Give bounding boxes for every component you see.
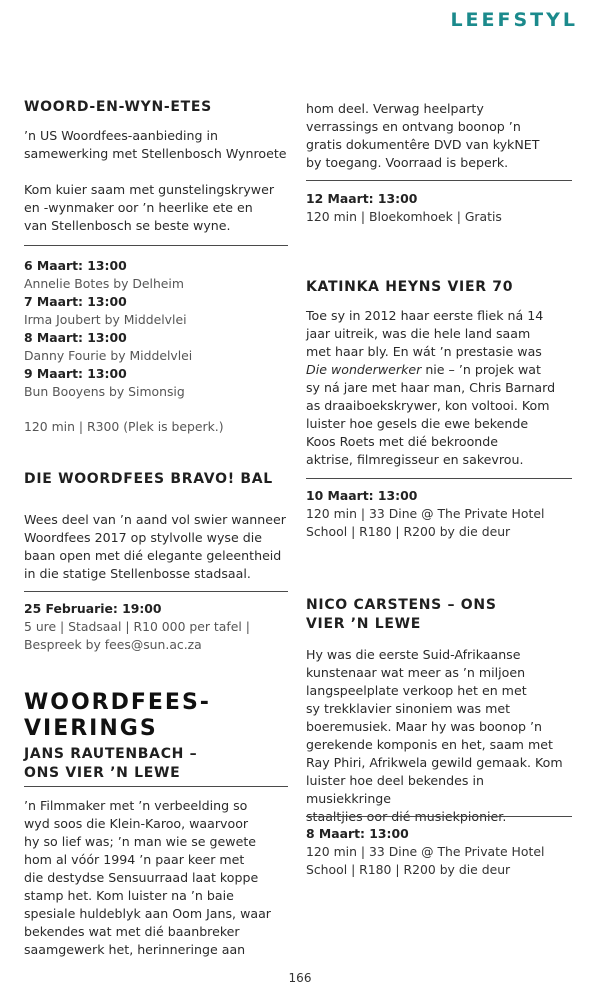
- page-number: 166: [288, 971, 312, 985]
- katinka-info: 10 Maart: 13:00 120 min | 33 Dine @ The Private Hotel School | R180 | R200 by die deur: [306, 488, 545, 539]
- divider: [24, 786, 288, 787]
- film-title: Die wonderwerker: [306, 362, 422, 377]
- divider: [306, 478, 572, 479]
- woord-en-wyn-info: 120 min | R300 (Plek is beperk.): [24, 419, 224, 434]
- divider: [306, 180, 572, 181]
- jans-rautenbach-body: ’n Filmmaker met ’n verbeelding so wyd soos die Klein-Karoo, waarvoor hy so lief was; ’n man wie se gewete hom al vóór 1994 ’n paar keer met die destydse Sensuurraad laat koppe stamp het. Kom luister na ’n baie spesiale huldeblyk aan Oom Jans, waar bekendes wat met dié baanbreker saamgewerk het, herinneringe aan: [24, 798, 271, 957]
- katinka-title: KATINKA HEYNS VIER 70: [306, 279, 514, 295]
- vierings-heading: WOORDFEES- VIERINGS: [24, 690, 211, 741]
- woord-en-wyn-title: WOORD-EN-WYN-ETES: [24, 99, 212, 115]
- nico-carstens-info: 8 Maart: 13:00 120 min | 33 Dine @ The Private Hotel School | R180 | R200 by die deur: [306, 826, 545, 877]
- divider: [24, 245, 288, 246]
- jans-rautenbach-continued: hom deel. Verwag heelparty verrassings en ontvang boonop ’n gratis dokumentêre DVD van kykNET by toegang. Voorraad is beperk.: [306, 101, 540, 170]
- jans-rautenbach-info: 12 Maart: 13:00 120 min | Bloekomhoek | Gratis: [306, 191, 502, 224]
- nico-carstens-body: Hy was die eerste Suid-Afrikaanse kunstenaar wat meer as ’n miljoen langspeelplate verkoop het en met sy trekklavier sinoniem was met boeremusiek. Maar hy was boonop ’n gerekende komponis en het, saam met Ray Phiri, Afrikwela gewild gemaak. Kom luister hoe deel bekendes in musiekkringe staaltjies oor dié musiekpionier.: [306, 647, 563, 824]
- divider: [306, 816, 572, 817]
- section-tag: LEEFSTYL: [450, 9, 578, 31]
- bravo-bal-title: DIE WOORDFEES BRAVO! BAL: [24, 471, 273, 487]
- divider: [24, 591, 288, 592]
- woord-en-wyn-body: Kom kuier saam met gunstelingskrywer en -wynmaker oor ’n heerlike ete en van Stellenbosch se beste wyne.: [24, 182, 275, 233]
- jans-rautenbach-title: JANS RAUTENBACH – ONS VIER ’N LEWE: [24, 746, 198, 781]
- bravo-bal-body: Wees deel van ’n aand vol swier wanneer Woordfees 2017 op stylvolle wyse die baan open met dié elegante geleentheid in die statige Stellenbosse stadsaal.: [24, 512, 286, 581]
- woord-en-wyn-sessions: 6 Maart: 13:00 Annelie Botes by Delheim 7 Maart: 13:00 Irma Joubert by Middelvlei 8 Maart: 13:00 Danny Fourie by Middelvlei 9 Maart: 13:00 Bun Booyens by Simonsig: [24, 258, 193, 399]
- katinka-body: Toe sy in 2012 haar eerste fliek ná 14 jaar uitreik, was die hele land saam met haar bly. En wát ’n prestasie was Die wonderwerker nie – ’n projek wat sy ná jare met haar man, Chris Barnard as draaiboekskrywer, kon voltooi. Kom luister hoe gesels die ewe bekende Koos Roets met dié bekroonde aktrise, filmregisseur en sakevrou.: [306, 308, 556, 467]
- bravo-bal-info: 25 Februarie: 19:00 5 ure | Stadsaal | R10 000 per tafel | Bespreek by fees@sun.ac.za: [24, 601, 250, 652]
- woord-en-wyn-intro: ’n US Woordfees-aanbieding in samewerking met Stellenbosch Wynroete: [24, 128, 287, 161]
- nico-carstens-title: NICO CARSTENS – ONS VIER ’N LEWE: [306, 597, 497, 632]
